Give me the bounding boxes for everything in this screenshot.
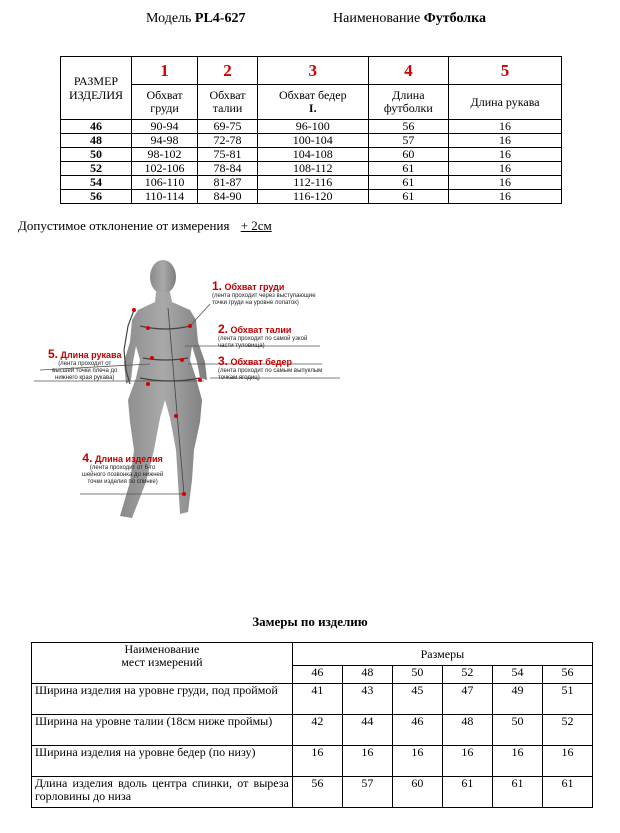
measurement-value: 47 xyxy=(442,684,492,715)
measurement-value: 61 xyxy=(492,777,542,808)
size-row xyxy=(61,162,562,176)
size-value-cell: 84-90 xyxy=(198,190,258,204)
size-value-cell: 104-108 xyxy=(257,148,368,162)
size-value-cell: 57 xyxy=(368,134,449,148)
measurement-value: 56 xyxy=(292,777,342,808)
size-cell: 48 xyxy=(61,134,132,148)
size-value-cell: 81-87 xyxy=(198,176,258,190)
figure-label-chest: 1. Обхват груди (лента проходит через выступающие точки груди на уровне лопаток) xyxy=(212,279,316,306)
measurement-value: 49 xyxy=(492,684,542,715)
measurement-value: 45 xyxy=(392,684,442,715)
measurement-name: Ширина изделия на уровне бедер (по низу) xyxy=(32,746,293,777)
measurement-size-header: 56 xyxy=(542,666,592,684)
col-label-waist: Обхват талии xyxy=(198,85,258,120)
measurement-value: 44 xyxy=(342,715,392,746)
col-number-5: 5 xyxy=(449,57,562,85)
measurement-row xyxy=(32,684,593,715)
size-value-cell: 110-114 xyxy=(132,190,198,204)
measurement-value: 61 xyxy=(442,777,492,808)
size-cell: 46 xyxy=(61,120,132,134)
name-value: Футболка xyxy=(423,11,486,26)
col-label-sleeve: Длина рукава xyxy=(449,85,562,120)
size-value-cell: 102-106 xyxy=(132,162,198,176)
size-value-cell: 56 xyxy=(368,120,449,134)
size-value-cell: 69-75 xyxy=(198,120,258,134)
size-value-cell: 96-100 xyxy=(257,120,368,134)
col-label-length: Длина футболки xyxy=(368,85,449,120)
size-value-cell: 90-94 xyxy=(132,120,198,134)
size-value-cell: 16 xyxy=(449,120,562,134)
measurement-size-header: 52 xyxy=(442,666,492,684)
col-label-hips: Обхват бедер I. xyxy=(257,85,368,120)
size-table xyxy=(60,56,562,204)
size-value-cell: 16 xyxy=(449,162,562,176)
col-number-2: 2 xyxy=(198,57,258,85)
figure-label-hips: 3. Обхват бедер (лента проходит по самым выпуклым точкам ягодиц) xyxy=(218,354,323,381)
size-value-cell: 106-110 xyxy=(132,176,198,190)
size-value-cell: 78-84 xyxy=(198,162,258,176)
measurement-value: 51 xyxy=(542,684,592,715)
size-value-cell: 98-102 xyxy=(132,148,198,162)
measurement-size-header: 54 xyxy=(492,666,542,684)
size-row xyxy=(61,190,562,204)
model-line xyxy=(146,11,245,27)
size-value-cell: 16 xyxy=(449,148,562,162)
measurement-value: 52 xyxy=(542,715,592,746)
size-row xyxy=(61,134,562,148)
name-line xyxy=(333,11,486,27)
name-label: Наименование xyxy=(333,11,421,26)
tolerance-value: + 2см xyxy=(240,218,272,233)
size-value-cell: 61 xyxy=(368,162,449,176)
size-cell: 54 xyxy=(61,176,132,190)
size-corner: РАЗМЕР ИЗДЕЛИЯ xyxy=(61,57,132,120)
figure-label-sleeve: 5. Длина рукава (лента проходит от высшей точки плеча до нижнего края рукава) xyxy=(48,347,122,381)
size-value-cell: 116-120 xyxy=(257,190,368,204)
measurement-value: 16 xyxy=(342,746,392,777)
measurement-value: 48 xyxy=(442,715,492,746)
size-value-cell: 100-104 xyxy=(257,134,368,148)
size-value-cell: 108-112 xyxy=(257,162,368,176)
measurement-value: 50 xyxy=(492,715,542,746)
measurement-value: 61 xyxy=(542,777,592,808)
size-row xyxy=(61,120,562,134)
size-value-cell: 60 xyxy=(368,148,449,162)
col-number-3: 3 xyxy=(257,57,368,85)
size-value-cell: 16 xyxy=(449,176,562,190)
tolerance-text: Допустимое отклонение от измерения xyxy=(18,218,230,233)
size-value-cell: 16 xyxy=(449,134,562,148)
measurement-value: 16 xyxy=(492,746,542,777)
size-row xyxy=(61,176,562,190)
measurements-name-header: Наименование мест измерений xyxy=(32,643,293,684)
measurements-sizes-header: Размеры xyxy=(292,643,592,666)
size-cell: 50 xyxy=(61,148,132,162)
measurement-value: 43 xyxy=(342,684,392,715)
measurement-value: 46 xyxy=(392,715,442,746)
size-cell: 56 xyxy=(61,190,132,204)
measurement-value: 41 xyxy=(292,684,342,715)
measurement-name: Ширина изделия на уровне груди, под проймой xyxy=(32,684,293,715)
size-value-cell: 72-78 xyxy=(198,134,258,148)
measurement-row xyxy=(32,777,593,808)
col-number-1: 1 xyxy=(132,57,198,85)
model-label: Модель xyxy=(146,11,192,26)
size-value-cell: 61 xyxy=(368,176,449,190)
col-number-4: 4 xyxy=(368,57,449,85)
size-value-cell: 61 xyxy=(368,190,449,204)
size-value-cell: 75-81 xyxy=(198,148,258,162)
col-label-chest: Обхват груди xyxy=(132,85,198,120)
measurements-title: Замеры по изделию xyxy=(252,614,368,629)
size-value-cell: 94-98 xyxy=(132,134,198,148)
measurement-value: 57 xyxy=(342,777,392,808)
measurement-name: Длина изделия вдоль центра спинки, от выреза горловины до низа xyxy=(32,777,293,808)
figure-label-waist: 2. Обхват талии (лента проходит по самой узкой части туловища) xyxy=(218,322,308,349)
size-row xyxy=(61,148,562,162)
measurement-name: Ширина на уровне талии (18см ниже проймы) xyxy=(32,715,293,746)
measurement-row xyxy=(32,746,593,777)
measurement-size-header: 48 xyxy=(342,666,392,684)
measurement-row xyxy=(32,715,593,746)
measurement-size-header: 50 xyxy=(392,666,442,684)
measurement-value: 16 xyxy=(392,746,442,777)
tolerance-note xyxy=(18,218,272,234)
figure-label-length: 4. Длина изделия (лента проходит от 6-го шейного позвонка до нижней точки изделия по спинке) xyxy=(82,451,164,485)
measurements-table xyxy=(31,642,593,808)
size-value-cell: 112-116 xyxy=(257,176,368,190)
measurement-value: 16 xyxy=(442,746,492,777)
measurement-value: 16 xyxy=(292,746,342,777)
model-value: PL4-627 xyxy=(194,11,246,26)
measurement-value: 60 xyxy=(392,777,442,808)
size-value-cell: 16 xyxy=(449,190,562,204)
size-cell: 52 xyxy=(61,162,132,176)
measurement-size-header: 46 xyxy=(292,666,342,684)
measurement-value: 42 xyxy=(292,715,342,746)
measurement-value: 16 xyxy=(542,746,592,777)
